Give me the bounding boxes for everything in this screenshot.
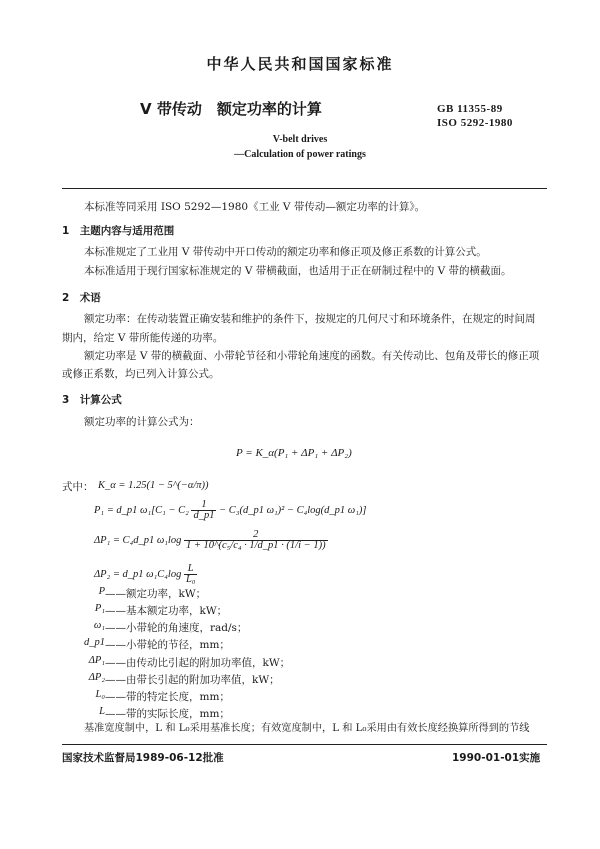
definition-text: ——带的实际长度，mm； [105,708,230,720]
p1-tail: − C₃(d_p1 ω₁)² − C₄log(d_p1 ω₁)] [219,504,367,516]
definition-text: ——带的特定长度，mm； [105,691,230,703]
definition-symbol: P₁ [94,603,105,614]
dp1-fraction [184,530,328,551]
definition-text: ——由带长引起的附加功率值，kW； [105,674,280,686]
english-title-line1: V-belt drives [272,134,328,145]
p1-frac-num: 1 [191,500,216,511]
dp2-lead: ΔP₂ = d_p1 ω₁C₄log [94,568,182,580]
section-2-para-1: 额定功率：在传动装置正确安装和维护的条件下，按规定的几何尺寸和环境条件，在规定的时间周 [84,313,536,325]
delta-p1-formula [94,530,328,551]
definition-text: ——由传动比引起的附加功率值，kW； [105,657,291,669]
definition-symbol: ΔP₁ [88,655,105,666]
dp1-lead: ΔP₁ = C₄d_p1 ω₁log [94,534,182,546]
section-2-para-2: 额定功率是 V 带的横截面、小带轮节径和小带轮角速度的函数。有关传动比、包角及带长的修正项 [84,350,540,362]
section-2-heading: 2 术语 [62,292,101,304]
k-alpha-formula: K_α = 1.25(1 − 5^(−α/π)) [98,480,209,491]
footer-rule [62,744,547,745]
definition-text: ——小带轮的节径，mm； [105,639,230,651]
definition-symbol: ω₁ [93,620,105,631]
section-3-para-1: 额定功率的计算公式为： [84,416,200,428]
p1-frac-den: d_p1 [193,510,215,521]
section-1-heading: 1 主题内容与适用范围 [62,225,175,237]
dp1-frac-den: 1 + 10^(c₅/c₄ · 1/d_p1 · (1/i − 1)) [185,540,326,551]
definition-text: ——小带轮的角速度，rad/s； [105,622,248,634]
definition-text: ——额定功率，kW； [105,588,207,600]
section-3-heading: 3 计算公式 [62,394,122,406]
org-title: 中华人民共和国国家标准 [206,55,394,73]
main-formula: P = K_α(P₁ + ΔP₁ + ΔP₂) [236,447,352,459]
definition-symbol: ΔP₂ [88,672,105,683]
dp2-fraction [184,564,198,585]
standard-number-gb: GB 11355-89 [437,103,503,115]
definition-symbol: L [99,706,105,717]
where-label: 式中： [62,481,94,493]
section-1-para-2: 本标准适用于现行国家标准规定的 V 带横截面，也适用于正在研制过程中的 V 带的横截面。 [84,265,512,277]
definition-text: ——基本额定功率，kW； [105,605,228,617]
implementation-date: 1990-01-01实施 [452,752,541,764]
english-title-line2: —Calculation of power ratings [234,149,366,160]
closing-paragraph: 基准宽度制中，L 和 L₀采用基准长度；有效宽度制中，L 和 L₀采用由有效长度经换算所得到的节线 [84,723,530,734]
p1-lead: P₁ = d_p1 ω₁[C₁ − C₂ [94,504,189,516]
definition-symbol: P [98,586,105,597]
intro-paragraph: 本标准等同采用 ISO 5292—1980《工业 V 带传动—额定功率的计算》。 [84,201,426,213]
definition-symbol: L₀ [95,689,105,700]
p1-formula [94,500,366,521]
section-2-para-2b: 或修正系数，均已列入计算公式。 [62,368,220,380]
delta-p2-formula [94,564,197,585]
dp2-frac-den: L₀ [185,574,196,585]
definition-symbol: d_p1 [84,637,105,648]
approval-date: 国家技术监督局1989-06-12批准 [62,752,224,764]
standard-number-iso: ISO 5292-1980 [437,117,513,129]
doc-title: V 带传动 额定功率的计算 [140,100,322,118]
section-2-para-1b: 期内，给定 V 带所能传递的功率。 [62,332,224,344]
p1-fraction [191,500,216,521]
dp2-frac-num: L [184,564,198,575]
header-rule [62,188,547,189]
dp1-frac-num: 2 [184,530,328,541]
section-1-para-1: 本标准规定了工业用 V 带传动中开口传动的额定功率和修正项及修正系数的计算公式。 [84,246,487,258]
